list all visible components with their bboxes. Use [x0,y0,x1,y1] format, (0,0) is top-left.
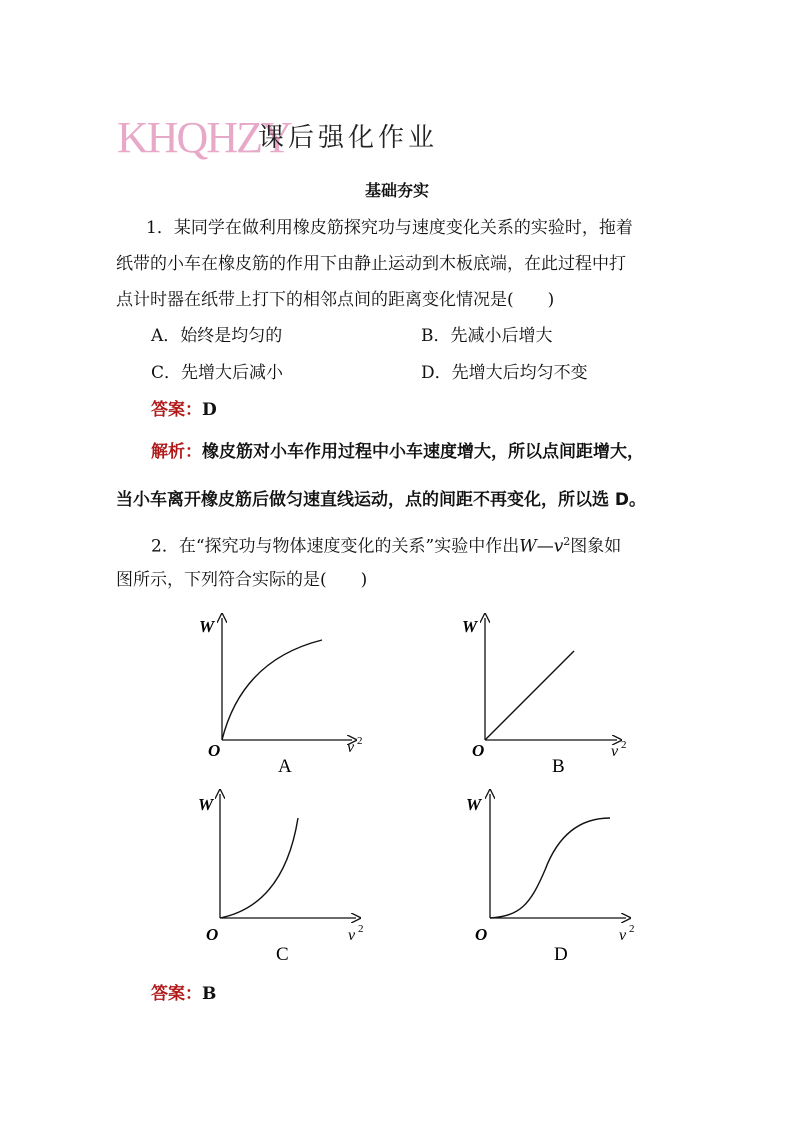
q1-explanation-line-2: 当小车离开橡皮筋后做匀速直线运动，点的间距不再变化，所以选 D。 [116,490,647,510]
q1-line-1: 1．某同学在做利用橡皮筋探究功与速度变化关系的实验时，拖着 [146,218,633,238]
graph-a-origin: O [208,741,221,760]
section-title: 基础夯实 [364,181,429,200]
graph-d-curve [490,818,610,918]
q2-sup: 2 [563,535,571,548]
q1-option-a: A．始终是均匀的 [151,326,283,346]
q1-option-c: C．先增大后减小 [151,363,284,383]
graph-b-line [485,651,574,740]
graph-c-caption: C [276,944,289,965]
q2-text-prefix: 2．在“探究功与物体速度变化的关系”实验中作出 [151,536,520,557]
q2-line-2: 图所示，下列符合实际的是( ) [116,570,368,590]
graph-a [199,617,363,777]
logo-latin: KHQHZY [117,113,291,162]
q1-line-2: 纸带的小车在橡皮筋的作用下由静止运动到木板底端，在此过程中打 [116,254,626,274]
q2-text-suffix: 图象如 [570,536,622,557]
graph-d-x-sup: 2 [629,923,635,935]
graph-d-y-label: W [466,795,482,814]
graph-b [462,617,627,777]
graph-b-y-label: W [462,617,478,636]
graph-a-x-label: v [347,739,355,756]
q2-v: v [553,536,564,557]
explanation-text-1: 橡皮筋对小车作用过程中小车速度增大，所以点间距增大， [202,442,644,462]
graph-b-x-sup: 2 [621,739,627,751]
graph-d-origin: O [475,925,488,944]
graph-c-x-label: v [348,927,356,944]
explanation-label: 解析： [151,442,202,462]
graph-c-origin: O [206,925,219,944]
q2-dash: — [536,536,554,557]
graph-c-y-label: W [198,795,214,814]
graph-c-curve [220,818,298,918]
graph-b-x-label: v [611,743,619,760]
q1-option-d: D．先增大后均匀不变 [421,363,588,383]
graph-d-x-label: v [619,927,627,944]
graph-a-x-sup: 2 [357,735,363,747]
graph-b-origin: O [472,741,485,760]
graph-c [198,794,364,965]
graph-d-caption: D [554,944,568,965]
answer-value: D [202,400,217,420]
q2-answer [151,980,216,1008]
graph-a-curve [222,640,322,740]
graph-c-x-sup: 2 [358,923,364,935]
answer-label: 答案： [151,984,202,1004]
graph-a-caption: A [278,756,292,777]
answer-value: B [202,984,217,1004]
q2-W: W [519,536,537,557]
logo-title: 课后强化作业 [258,123,439,153]
graph-b-caption: B [552,756,565,777]
graph-a-y-label: W [199,617,215,636]
answer-label: 答案： [151,400,202,420]
q1-option-b: B．先减小后增大 [421,326,553,346]
q1-line-3: 点计时器在纸带上打下的相邻点间的距离变化情况是( ) [116,290,555,310]
graph-d [466,794,635,965]
